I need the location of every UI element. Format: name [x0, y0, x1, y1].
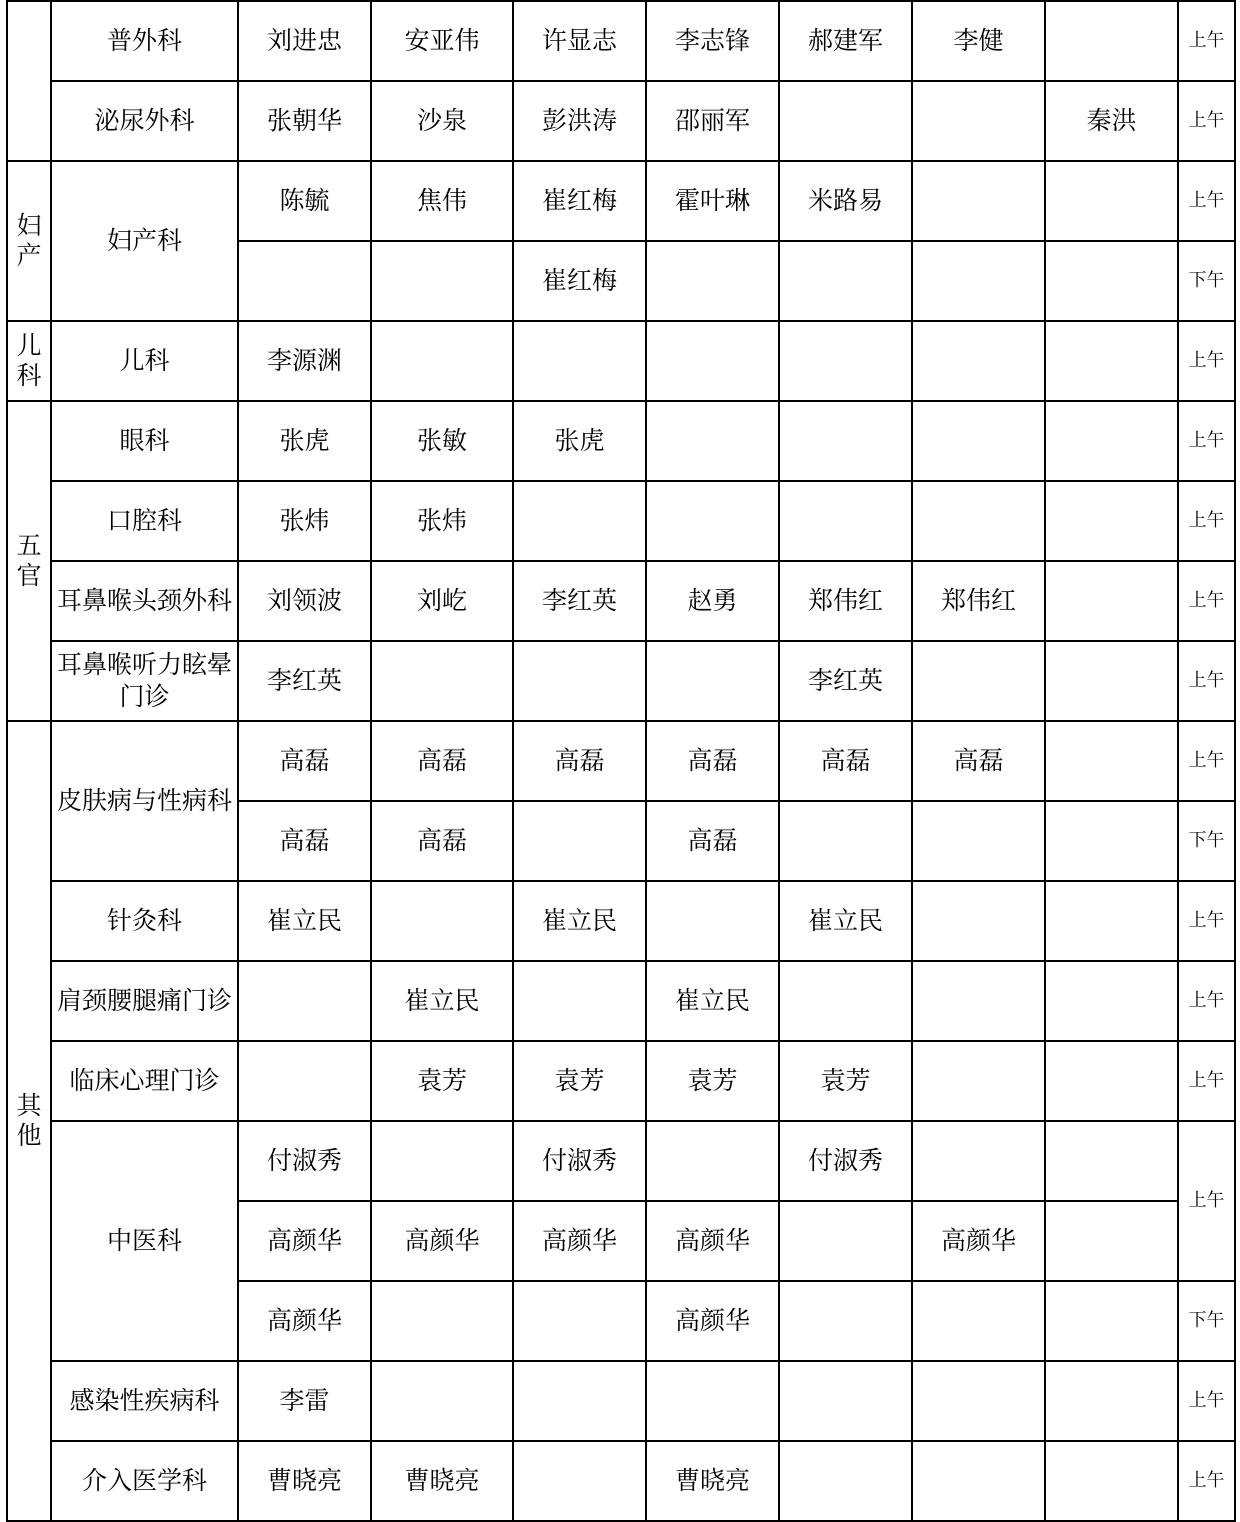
doctor-cell	[513, 641, 646, 721]
doctor-cell: 崔立民	[646, 961, 779, 1041]
doctor-cell: 高磊	[371, 721, 513, 801]
doctor-cell	[1045, 1441, 1178, 1521]
doctor-cell: 霍叶琳	[646, 161, 779, 241]
period-cell: 上午	[1178, 81, 1235, 161]
doctor-cell	[238, 241, 371, 321]
doctor-cell	[779, 801, 912, 881]
doctor-cell	[371, 881, 513, 961]
category-label: 其他	[16, 1091, 42, 1150]
doctor-cell: 李源渊	[238, 321, 371, 401]
doctor-cell	[513, 1441, 646, 1521]
category-cell	[7, 161, 51, 321]
doctor-cell	[912, 161, 1045, 241]
doctor-cell: 高颜华	[646, 1281, 779, 1361]
period-cell: 上午	[1178, 481, 1235, 561]
doctor-cell: 袁芳	[513, 1041, 646, 1121]
doctor-cell	[779, 321, 912, 401]
schedule-row	[7, 401, 1235, 481]
doctor-cell	[1045, 1041, 1178, 1121]
schedule-row	[7, 81, 1235, 161]
doctor-cell	[912, 881, 1045, 961]
doctor-cell: 高磊	[513, 721, 646, 801]
doctor-cell: 张炜	[238, 481, 371, 561]
doctor-cell	[646, 1361, 779, 1441]
doctor-cell: 郑伟红	[779, 561, 912, 641]
doctor-cell	[912, 1121, 1045, 1201]
doctor-cell	[371, 1361, 513, 1441]
doctor-cell: 郑伟红	[912, 561, 1045, 641]
doctor-cell	[912, 961, 1045, 1041]
doctor-cell	[646, 321, 779, 401]
doctor-cell	[779, 481, 912, 561]
period-cell: 上午	[1178, 961, 1235, 1041]
period-cell: 上午	[1178, 161, 1235, 241]
schedule-row	[7, 1, 1235, 81]
doctor-cell: 李红英	[779, 641, 912, 721]
department-cell: 眼科	[51, 401, 238, 481]
schedule-body	[7, 1, 1235, 1521]
schedule-row	[7, 881, 1235, 961]
doctor-cell	[912, 81, 1045, 161]
schedule-row	[7, 321, 1235, 401]
doctor-cell	[912, 321, 1045, 401]
doctor-cell	[646, 641, 779, 721]
doctor-cell: 高颜华	[513, 1201, 646, 1281]
doctor-cell: 崔红梅	[513, 241, 646, 321]
doctor-cell: 付淑秀	[513, 1121, 646, 1201]
doctor-cell: 高磊	[238, 721, 371, 801]
doctor-cell: 付淑秀	[238, 1121, 371, 1201]
doctor-cell: 张虎	[238, 401, 371, 481]
doctor-cell	[238, 961, 371, 1041]
doctor-cell: 曹晓亮	[646, 1441, 779, 1521]
doctor-cell	[1045, 641, 1178, 721]
doctor-cell: 崔红梅	[513, 161, 646, 241]
doctor-cell	[912, 801, 1045, 881]
doctor-cell: 刘进忠	[238, 1, 371, 81]
doctor-cell: 高磊	[371, 801, 513, 881]
doctor-cell	[912, 481, 1045, 561]
doctor-cell: 张炜	[371, 481, 513, 561]
doctor-cell	[912, 1281, 1045, 1361]
doctor-cell: 张朝华	[238, 81, 371, 161]
period-cell: 上午	[1178, 1361, 1235, 1441]
doctor-cell: 李健	[912, 1, 1045, 81]
department-cell: 妇产科	[51, 161, 238, 321]
doctor-cell	[779, 81, 912, 161]
schedule-row	[7, 961, 1235, 1041]
department-cell: 儿科	[51, 321, 238, 401]
doctor-cell: 袁芳	[371, 1041, 513, 1121]
doctor-cell	[1045, 321, 1178, 401]
doctor-cell: 崔立民	[238, 881, 371, 961]
doctor-cell: 崔立民	[779, 881, 912, 961]
doctor-cell: 高颜华	[238, 1281, 371, 1361]
department-cell: 中医科	[51, 1121, 238, 1361]
doctor-cell	[1045, 401, 1178, 481]
doctor-cell	[912, 401, 1045, 481]
category-cell	[7, 321, 51, 401]
doctor-cell	[238, 1041, 371, 1121]
period-cell: 上午	[1178, 1121, 1235, 1281]
department-cell: 介入医学科	[51, 1441, 238, 1521]
doctor-cell: 高颜华	[371, 1201, 513, 1281]
doctor-cell	[371, 241, 513, 321]
schedule-row	[7, 641, 1235, 721]
schedule-row	[7, 1441, 1235, 1521]
doctor-cell: 付淑秀	[779, 1121, 912, 1201]
doctor-cell: 高磊	[912, 721, 1045, 801]
doctor-cell: 张虎	[513, 401, 646, 481]
period-cell: 上午	[1178, 881, 1235, 961]
period-cell: 上午	[1178, 401, 1235, 481]
period-cell: 上午	[1178, 321, 1235, 401]
period-cell: 上午	[1178, 1, 1235, 81]
doctor-cell	[371, 321, 513, 401]
doctor-cell: 邵丽军	[646, 81, 779, 161]
doctor-cell	[1045, 721, 1178, 801]
doctor-cell	[371, 641, 513, 721]
doctor-cell	[912, 241, 1045, 321]
doctor-cell	[912, 641, 1045, 721]
doctor-cell	[1045, 1, 1178, 81]
clinic-schedule-table	[6, 0, 1236, 1522]
doctor-cell	[912, 1041, 1045, 1121]
doctor-cell	[1045, 561, 1178, 641]
doctor-cell	[371, 1121, 513, 1201]
doctor-cell	[513, 1281, 646, 1361]
period-cell: 上午	[1178, 1441, 1235, 1521]
department-cell: 肩颈腰腿痛门诊	[51, 961, 238, 1041]
department-cell: 皮肤病与性病科	[51, 721, 238, 881]
doctor-cell	[513, 1361, 646, 1441]
doctor-cell: 李雷	[238, 1361, 371, 1441]
doctor-cell	[779, 1201, 912, 1281]
doctor-cell: 高颜华	[912, 1201, 1045, 1281]
doctor-cell	[646, 481, 779, 561]
doctor-cell: 崔立民	[371, 961, 513, 1041]
doctor-cell	[779, 1361, 912, 1441]
department-cell: 泌尿外科	[51, 81, 238, 161]
doctor-cell	[1045, 1201, 1178, 1281]
category-label: 五官	[16, 531, 42, 590]
schedule-row	[7, 721, 1235, 801]
doctor-cell	[646, 401, 779, 481]
doctor-cell	[779, 1441, 912, 1521]
doctor-cell: 张敏	[371, 401, 513, 481]
period-cell: 下午	[1178, 1281, 1235, 1361]
period-cell: 上午	[1178, 721, 1235, 801]
doctor-cell: 高颜华	[646, 1201, 779, 1281]
doctor-cell: 高磊	[238, 801, 371, 881]
doctor-cell: 米路易	[779, 161, 912, 241]
doctor-cell	[513, 321, 646, 401]
schedule-row	[7, 1361, 1235, 1441]
period-cell: 下午	[1178, 241, 1235, 321]
doctor-cell: 李红英	[513, 561, 646, 641]
department-cell: 耳鼻喉头颈外科	[51, 561, 238, 641]
doctor-cell: 彭洪涛	[513, 81, 646, 161]
schedule-row	[7, 161, 1235, 241]
doctor-cell	[779, 401, 912, 481]
schedule-row	[7, 561, 1235, 641]
doctor-cell: 秦洪	[1045, 81, 1178, 161]
department-cell: 耳鼻喉听力眩晕门诊	[51, 641, 238, 721]
doctor-cell	[1045, 1281, 1178, 1361]
doctor-cell: 袁芳	[646, 1041, 779, 1121]
doctor-cell: 赵勇	[646, 561, 779, 641]
doctor-cell	[1045, 1121, 1178, 1201]
doctor-cell	[1045, 1361, 1178, 1441]
department-cell: 口腔科	[51, 481, 238, 561]
doctor-cell	[1045, 801, 1178, 881]
doctor-cell	[779, 1281, 912, 1361]
doctor-cell	[1045, 241, 1178, 321]
doctor-cell	[646, 241, 779, 321]
doctor-cell	[1045, 161, 1178, 241]
doctor-cell: 高磊	[646, 721, 779, 801]
doctor-cell: 崔立民	[513, 881, 646, 961]
doctor-cell: 焦伟	[371, 161, 513, 241]
period-cell: 上午	[1178, 1041, 1235, 1121]
schedule-row	[7, 481, 1235, 561]
doctor-cell: 曹晓亮	[238, 1441, 371, 1521]
doctor-cell	[1045, 481, 1178, 561]
department-cell: 普外科	[51, 1, 238, 81]
doctor-cell	[371, 1281, 513, 1361]
doctor-cell: 高磊	[646, 801, 779, 881]
doctor-cell: 许显志	[513, 1, 646, 81]
doctor-cell: 李红英	[238, 641, 371, 721]
doctor-cell	[779, 961, 912, 1041]
doctor-cell: 李志锋	[646, 1, 779, 81]
doctor-cell: 安亚伟	[371, 1, 513, 81]
category-cell	[7, 1, 51, 161]
doctor-cell	[779, 241, 912, 321]
doctor-cell: 高磊	[779, 721, 912, 801]
period-cell: 下午	[1178, 801, 1235, 881]
doctor-cell	[1045, 961, 1178, 1041]
doctor-cell: 刘屹	[371, 561, 513, 641]
schedule-row	[7, 1121, 1235, 1201]
doctor-cell	[646, 1121, 779, 1201]
doctor-cell: 陈毓	[238, 161, 371, 241]
doctor-cell	[1045, 881, 1178, 961]
category-cell	[7, 721, 51, 1521]
category-cell	[7, 401, 51, 721]
doctor-cell: 刘领波	[238, 561, 371, 641]
category-label: 妇产	[16, 211, 42, 270]
doctor-cell	[513, 481, 646, 561]
period-cell: 上午	[1178, 561, 1235, 641]
doctor-cell: 曹晓亮	[371, 1441, 513, 1521]
period-cell: 上午	[1178, 641, 1235, 721]
doctor-cell	[646, 881, 779, 961]
department-cell: 感染性疾病科	[51, 1361, 238, 1441]
doctor-cell: 郝建军	[779, 1, 912, 81]
category-label: 儿科	[16, 331, 42, 390]
schedule-row	[7, 1041, 1235, 1121]
department-cell: 针灸科	[51, 881, 238, 961]
doctor-cell: 沙泉	[371, 81, 513, 161]
doctor-cell	[912, 1361, 1045, 1441]
doctor-cell	[513, 961, 646, 1041]
doctor-cell: 高颜华	[238, 1201, 371, 1281]
doctor-cell: 袁芳	[779, 1041, 912, 1121]
doctor-cell	[513, 801, 646, 881]
doctor-cell	[912, 1441, 1045, 1521]
department-cell: 临床心理门诊	[51, 1041, 238, 1121]
